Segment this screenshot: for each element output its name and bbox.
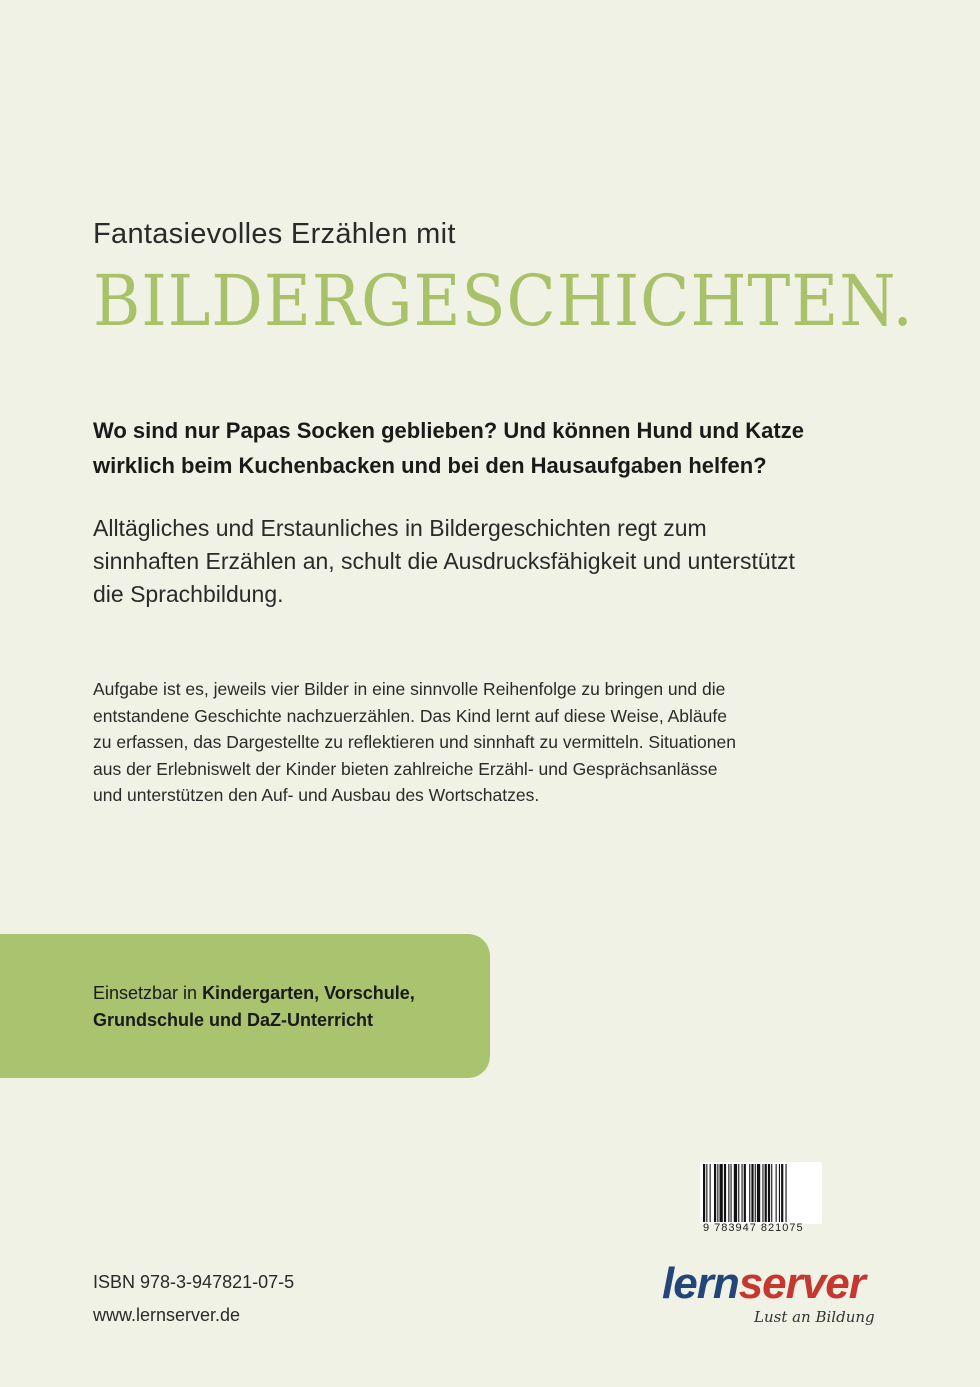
usage-text	[93, 980, 473, 1034]
description-line: zu erfassen, das Dargestellte zu reflektieren und sinnhaft zu vermitteln. Situationen	[93, 732, 736, 752]
website-link[interactable]: www.lernserver.de	[93, 1305, 241, 1325]
book-subtitle: Fantasievolles Erzählen mit	[93, 218, 456, 250]
barcode-number: 9 783947 821075	[703, 1222, 804, 1234]
description-line: entstandene Geschichte nachzuerzählen. Das Kind lernt auf diese Weise, Abläufe	[93, 705, 727, 726]
lead-line: Wo sind nur Papas Socken geblieben? Und können Hund und Katze	[93, 418, 804, 443]
logo-tagline: Lust an Bildung	[754, 1308, 875, 1326]
lead-line: wirklich beim Kuchenbacken und bei den Hausaufgaben helfen?	[93, 453, 767, 478]
publisher-logo	[662, 1259, 877, 1342]
description-line: Aufgabe ist es, jeweils vier Bilder in eine sinnvolle Reihenfolge zu bringen und die	[93, 679, 726, 699]
logo-part-lern: lern	[662, 1259, 739, 1308]
book-title: BILDERGESCHICHTEN.	[93, 260, 914, 342]
usage-prefix: Einsetzbar in	[93, 983, 203, 1003]
usage-settings-1: Kindergarten, Vorschule,	[202, 983, 415, 1003]
logo-part-server: server	[738, 1259, 865, 1308]
intro-line: Alltägliches und Erstaunliches in Bildergeschichten regt zum	[93, 515, 707, 541]
isbn: ISBN 978-3-947821-07-5	[93, 1272, 295, 1292]
description-line: aus der Erlebniswelt der Kinder bieten zahlreiche Erzähl- und Gesprächsanlässe	[93, 758, 718, 779]
usage-panel	[0, 934, 490, 1078]
barcode-icon	[700, 1162, 822, 1224]
intro-line: sinnhaften Erzählen an, schult die Ausdrucksfähigkeit und unterstützt	[93, 548, 795, 574]
description-paragraph	[93, 676, 883, 809]
logo-wordmark	[662, 1259, 865, 1308]
intro-line: die Sprachbildung.	[93, 581, 284, 607]
description-line: und unterstützen den Auf- und Ausbau des Wortschatzes.	[93, 785, 540, 805]
lead-question	[93, 413, 893, 483]
intro-paragraph	[93, 512, 893, 611]
usage-settings-2: Grundschule und DaZ-Unterricht	[93, 1010, 374, 1030]
